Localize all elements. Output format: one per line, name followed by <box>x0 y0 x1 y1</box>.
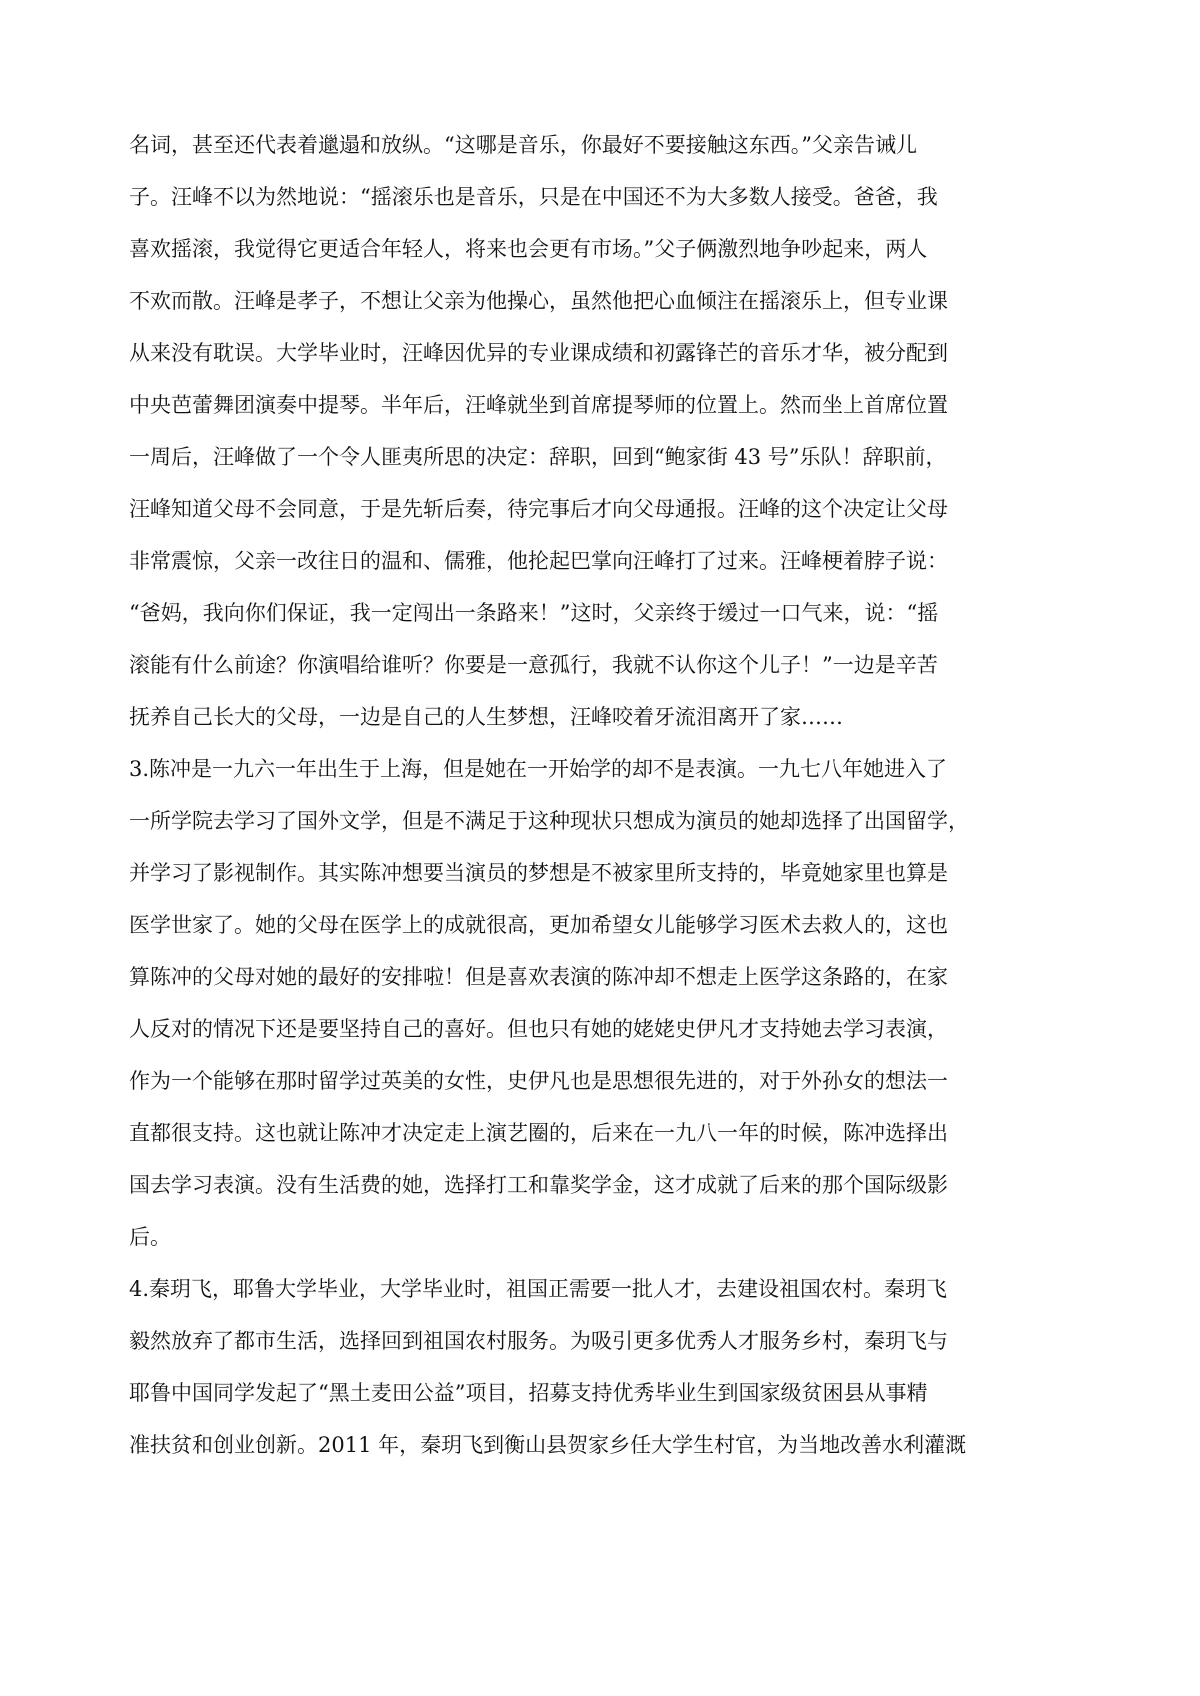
text-line: 4.秦玥飞，耶鲁大学毕业，大学毕业时，祖国正需要一批人才，去建设祖国农村。秦玥飞 <box>129 1277 948 1301</box>
text-line: 作为一个能够在那时留学过英美的女性，史伊凡也是思想很先进的，对于外孙女的想法一 <box>129 1069 948 1093</box>
text-line: 并学习了影视制作。其实陈冲想要当演员的梦想是不被家里所支持的，毕竟她家里也算是 <box>129 861 948 885</box>
text-line: 后。 <box>129 1225 171 1249</box>
text-line: 抚养自己长大的父母，一边是自己的人生梦想，汪峰咬着牙流泪离开了家…… <box>129 705 843 729</box>
text-line: 准扶贫和创业创新。2011 年，秦玥飞到衡山县贺家乡任大学生村官，为当地改善水利灌溉 <box>129 1433 967 1457</box>
text-line: 滚能有什么前途？你演唱给谁听？你要是一意孤行，我就不认你这个儿子！”一边是辛苦 <box>129 653 938 677</box>
text-line: 医学世家了。她的父母在医学上的成就很高，更加希望女儿能够学习医术去救人的，这也 <box>129 913 948 937</box>
text-line: 名词，甚至还代表着邋遢和放纵。“这哪是音乐，你最好不要接触这东西。”父亲告诫儿 <box>129 133 917 157</box>
text-line: 汪峰知道父母不会同意，于是先斩后奏，待完事后才向父母通报。汪峰的这个决定让父母 <box>129 497 948 521</box>
text-line: 从来没有耽误。大学毕业时，汪峰因优异的专业课成绩和初露锋芒的音乐才华，被分配到 <box>129 341 948 365</box>
text-line: 3.陈冲是一九六一年出生于上海，但是她在一开始学的却不是表演。一九七八年她进入了 <box>129 757 948 781</box>
text-line: 中央芭蕾舞团演奏中提琴。半年后，汪峰就坐到首席提琴师的位置上。然而坐上首席位置 <box>129 393 948 417</box>
text-line: 一所学院去学习了国外文学，但是不满足于这种现状只想成为演员的她却选择了出国留学， <box>129 809 969 833</box>
text-line: 耶鲁中国同学发起了“黑土麦田公益”项目，招募支持优秀毕业生到国家级贫困县从事精 <box>129 1381 928 1405</box>
text-line: 国去学习表演。没有生活费的她，选择打工和靠奖学金，这才成就了后来的那个国际级影 <box>129 1173 948 1197</box>
text-line: 人反对的情况下还是要坚持自己的喜好。但也只有她的姥姥史伊凡才支持她去学习表演， <box>129 1017 948 1041</box>
text-line: 算陈冲的父母对她的最好的安排啦！但是喜欢表演的陈冲却不想走上医学这条路的，在家 <box>129 965 948 989</box>
text-line: “爸妈，我向你们保证，我一定闯出一条路来！”这时，父亲终于缓过一口气来，说：“摇 <box>129 601 939 625</box>
text-line: 不欢而散。汪峰是孝子，不想让父亲为他操心，虽然他把心血倾注在摇滚乐上，但专业课 <box>129 289 948 313</box>
text-line: 一周后，汪峰做了一个令人匪夷所思的决定：辞职，回到“鲍家街 43 号”乐队！辞职前， <box>129 445 947 469</box>
text-line: 直都很支持。这也就让陈冲才决定走上演艺圈的，后来在一九八一年的时候，陈冲选择出 <box>129 1121 948 1145</box>
text-line: 非常震惊，父亲一改往日的温和、儒雅，他抡起巴掌向汪峰打了过来。汪峰梗着脖子说： <box>129 549 948 573</box>
text-line: 子。汪峰不以为然地说：“摇滚乐也是音乐，只是在中国还不为大多数人接受。爸爸，我 <box>129 185 938 209</box>
text-line: 喜欢摇滚，我觉得它更适合年轻人，将来也会更有市场。”父子俩激烈地争吵起来，两人 <box>129 237 928 261</box>
text-line: 毅然放弃了都市生活，选择回到祖国农村服务。为吸引更多优秀人才服务乡村，秦玥飞与 <box>129 1329 948 1353</box>
